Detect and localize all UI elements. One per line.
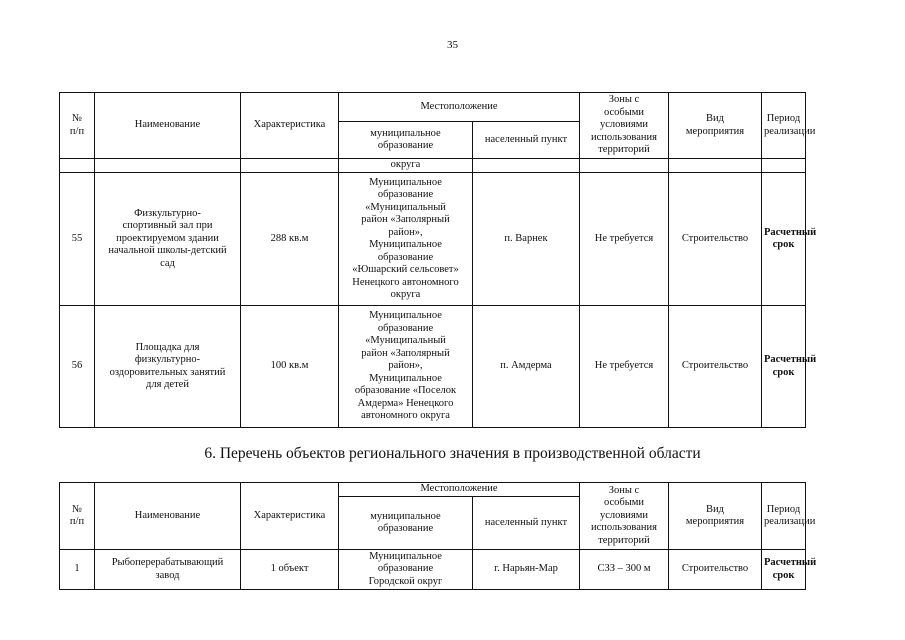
- table-row: [60, 306, 806, 428]
- row-activity: Строительство: [669, 173, 762, 306]
- continuation-text: округа: [339, 159, 473, 173]
- header-period: Период реализации: [762, 93, 806, 159]
- header-municipal: муниципальное образование: [339, 497, 473, 550]
- table-row: [60, 550, 806, 590]
- production-objects-table: [59, 482, 817, 590]
- row-period: Расчетный срок: [762, 306, 806, 428]
- header-location: Местоположение: [339, 483, 580, 497]
- row-zones: Не требуется: [580, 306, 669, 428]
- header-name: Наименование: [95, 483, 241, 550]
- header-zones: Зоны с особыми условиями использования территорий: [580, 93, 669, 159]
- table-row: [60, 173, 806, 306]
- row-activity: Строительство: [669, 550, 762, 590]
- continuation-row: [60, 159, 806, 173]
- row-num: 1: [60, 550, 95, 590]
- header-zones: Зоны с особыми условиями использования территорий: [580, 483, 669, 550]
- row-zones: СЗЗ – 300 м: [580, 550, 669, 590]
- header-characteristic: Характеристика: [241, 93, 339, 159]
- header-characteristic: Характеристика: [241, 483, 339, 550]
- header-activity: Вид мероприятия: [669, 93, 762, 159]
- row-name: Физкультурно- спортивный зал при проектируемом здании начальной школы-детский сад: [95, 173, 241, 306]
- header-num: № п/п: [60, 93, 95, 159]
- header-activity: Вид мероприятия: [669, 483, 762, 550]
- row-settlement: п. Амдерма: [473, 306, 580, 428]
- row-name: Площадка для физкультурно- оздоровительных занятий для детей: [95, 306, 241, 428]
- row-period: Расчетный срок: [762, 173, 806, 306]
- row-zones: Не требуется: [580, 173, 669, 306]
- row-activity: Строительство: [669, 306, 762, 428]
- row-municipal: Муниципальное образование Городской округ: [339, 550, 473, 590]
- row-settlement: г. Нарьян-Мар: [473, 550, 580, 590]
- row-characteristic: 288 кв.м: [241, 173, 339, 306]
- row-num: 55: [60, 173, 95, 306]
- row-name: Рыбоперерабатывающий завод: [95, 550, 241, 590]
- header-name: Наименование: [95, 93, 241, 159]
- row-settlement: п. Варнек: [473, 173, 580, 306]
- row-period: Расчетный срок: [762, 550, 806, 590]
- header-row: [60, 483, 806, 497]
- row-municipal: Муниципальное образование «Муниципальный район «Заполярный район», Муниципальное образование «Юшарский сельсовет» Ненецкого автономного округа: [339, 173, 473, 306]
- row-municipal: Муниципальное образование «Муниципальный район «Заполярный район», Муниципальное образование «Поселок Амдерма» Ненецкого автономного округа: [339, 306, 473, 428]
- header-num: № п/п: [60, 483, 95, 550]
- header-settlement: населенный пункт: [473, 497, 580, 550]
- section-title: 6. Перечень объектов регионального значения в производственной области: [204, 445, 701, 462]
- header-location: Местоположение: [339, 93, 580, 122]
- header-row: [60, 93, 806, 122]
- row-num: 56: [60, 306, 95, 428]
- page-number: 35: [447, 39, 458, 51]
- row-characteristic: 1 объект: [241, 550, 339, 590]
- objects-table-continued: [59, 92, 817, 428]
- row-characteristic: 100 кв.м: [241, 306, 339, 428]
- header-settlement: населенный пункт: [473, 122, 580, 159]
- header-period: Период реализации: [762, 483, 806, 550]
- header-municipal: муниципальное образование: [339, 122, 473, 159]
